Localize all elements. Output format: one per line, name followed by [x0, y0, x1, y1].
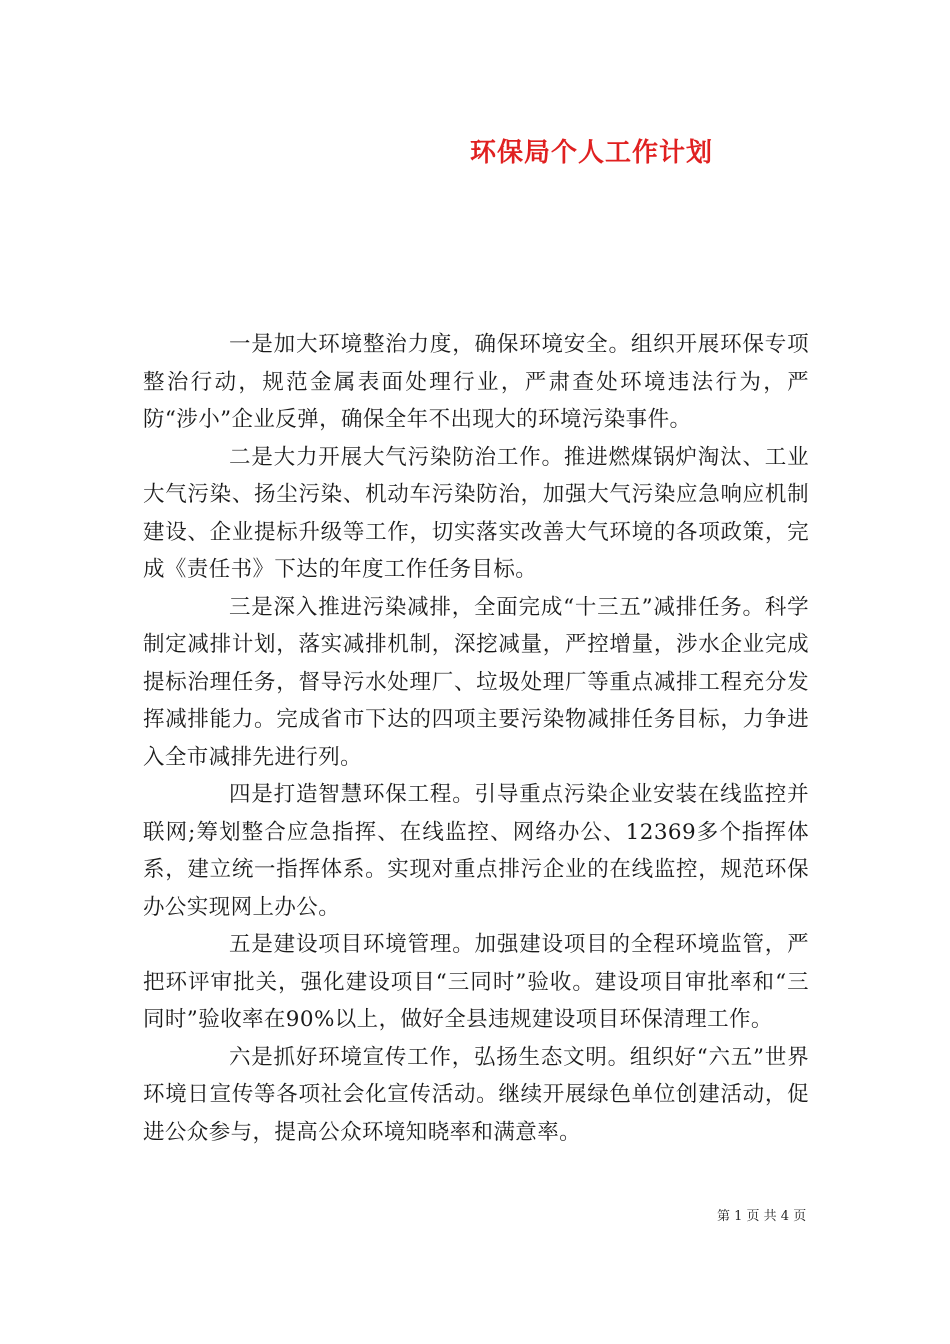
paragraph-1: 一是加大环境整治力度，确保环境安全。组织开展环保专项整治行动，规范金属表面处理行业，严肃查处环境违法行为，严防“涉小”企业反弹，确保全年不出现大的环境污染事件。 [143, 332, 809, 432]
document-title: 环保局个人工作计划 [470, 138, 714, 168]
paragraph-5: 五是建设项目环境管理。加强建设项目的全程环境监管，严把环评审批关，强化建设项目“三同时”验收。建设项目审批率和“三同时”验收率在90%以上，做好全县违规建设项目环保清理工作。 [143, 932, 809, 1032]
paragraph-2: 二是大力开展大气污染防治工作。推进燃煤锅炉淘汰、工业大气污染、扬尘污染、机动车污染防治，加强大气污染应急响应机制建设、企业提标升级等工作，切实落实改善大气环境的各项政策，完成《责任书》下达的年度工作任务目标。 [143, 444, 809, 582]
paragraph-3: 三是深入推进污染减排，全面完成“十三五”减排任务。科学制定减排计划，落实减排机制，深挖减量，严控增量，涉水企业完成提标治理任务，督导污水处理厂、垃圾处理厂等重点减排工程充分发挥减排能力。完成省市下达的四项主要污染物减排任务目标，力争进入全市减排先进行列。 [143, 594, 809, 770]
document-body [143, 326, 809, 1151]
page-number-footer: 第 1 页 共 4 页 [717, 1209, 807, 1224]
paragraph-6: 六是抓好环境宣传工作，弘扬生态文明。组织好“六五”世界环境日宣传等各项社会化宣传活动。继续开展绿色单位创建活动，促进公众参与，提高公众环境知晓率和满意率。 [143, 1044, 809, 1145]
paragraph-4: 四是打造智慧环保工程。引导重点污染企业安装在线监控并联网;筹划整合应急指挥、在线监控、网络办公、12369多个指挥体系，建立统一指挥体系。实现对重点排污企业的在线监控，规范环保办公实现网上办公。 [143, 782, 809, 920]
